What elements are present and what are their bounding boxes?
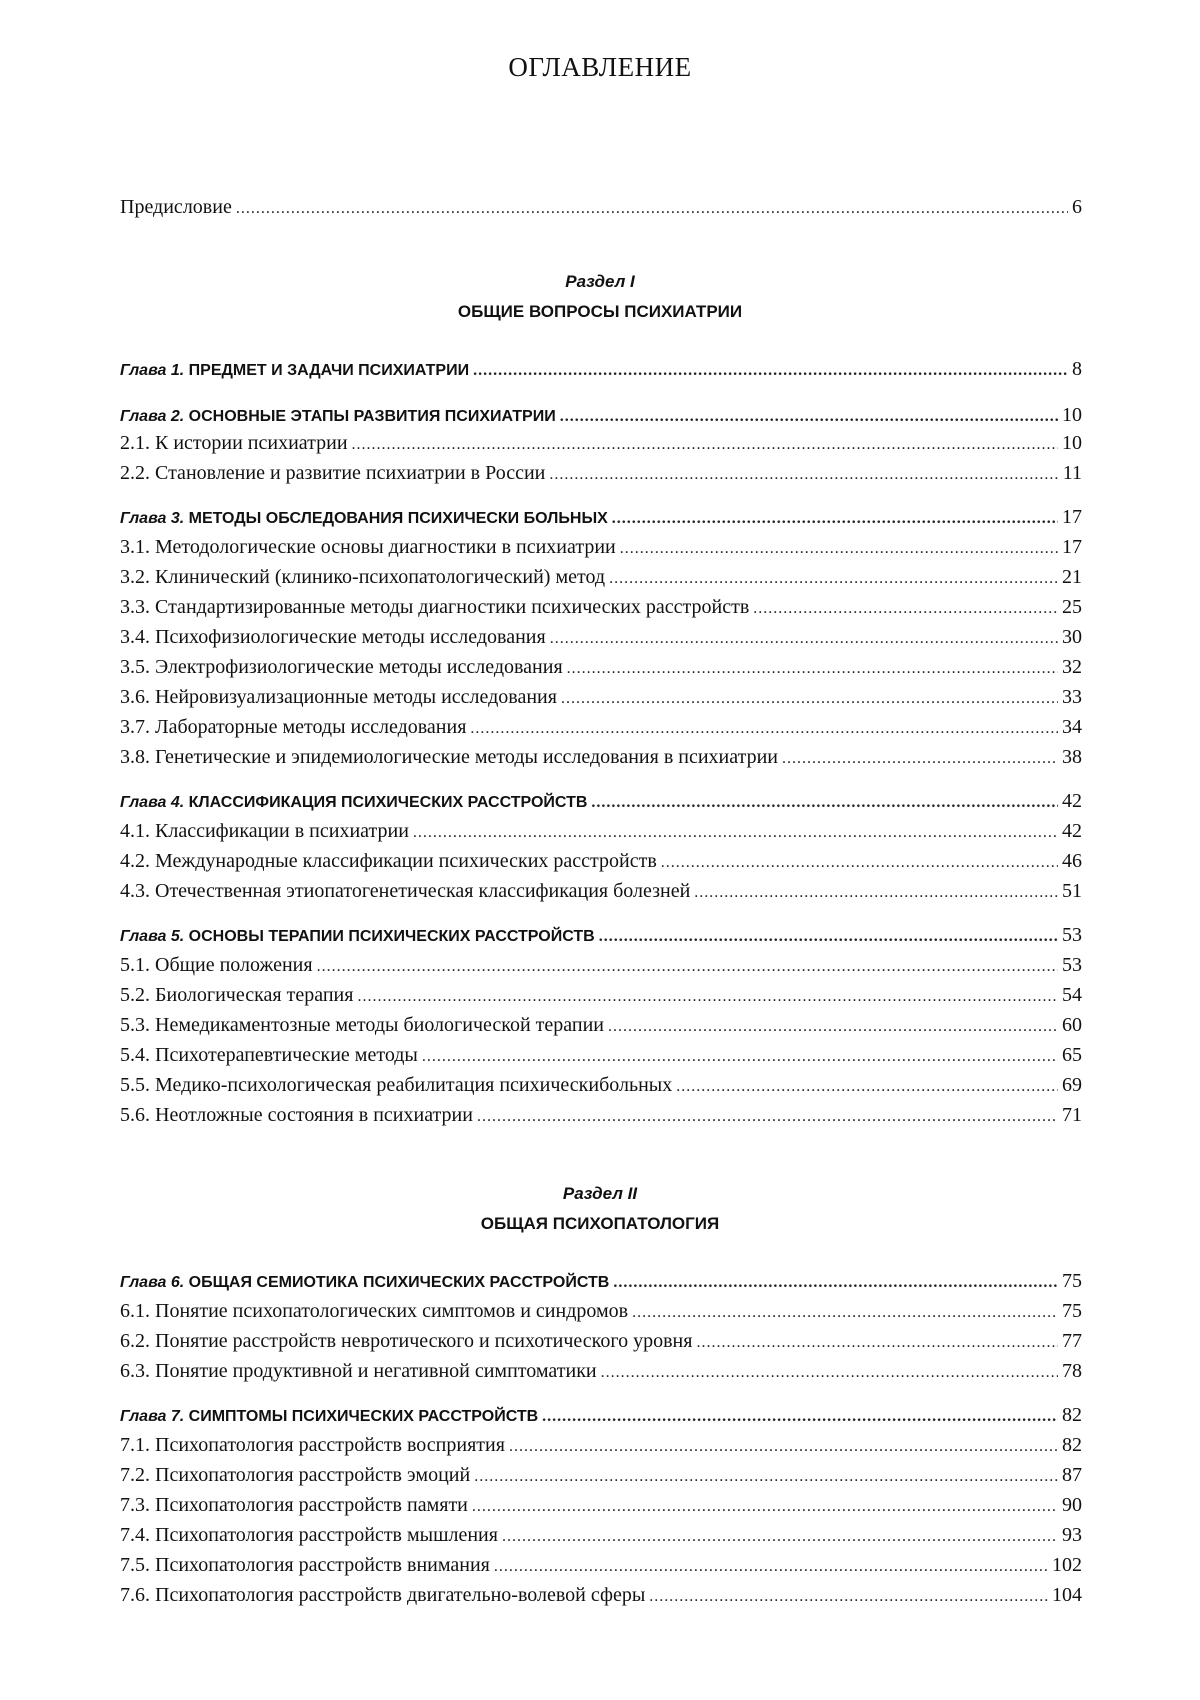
toc-entry[interactable]: [120, 1330, 1082, 1360]
chapter-heading: [120, 794, 587, 812]
toc-page-number: 42: [1062, 820, 1082, 842]
toc-entry-text: 2.2. Становление и развитие психиатрии в России: [120, 462, 546, 484]
toc-page-number: 78: [1062, 1360, 1082, 1382]
chapter-title: ОСНОВЫ ТЕРАПИИ ПСИХИЧЕСКИХ РАССТРОЙСТВ: [188, 928, 595, 945]
toc-page-number: 30: [1062, 626, 1082, 648]
toc-chapter[interactable]: [120, 1270, 1082, 1300]
toc-entry-text: 5.4. Психотерапевтические методы: [120, 1044, 418, 1066]
toc-entry-text: 3.6. Нейровизуализационные методы исследования: [120, 686, 557, 708]
dot-leader: [473, 362, 1068, 380]
dot-leader: [357, 988, 1058, 1006]
dot-leader: [561, 690, 1058, 708]
dot-leader: [502, 1528, 1058, 1546]
toc-entry[interactable]: [120, 954, 1082, 984]
toc-page-number: 21: [1062, 566, 1082, 588]
toc-entry[interactable]: [120, 656, 1082, 686]
toc-page-number: 32: [1062, 656, 1082, 678]
dot-leader: [620, 540, 1058, 558]
toc-page-number: 75: [1062, 1270, 1082, 1292]
toc-page-number: 75: [1062, 1300, 1082, 1322]
dot-leader: [317, 958, 1058, 976]
section-label: Раздел I: [565, 272, 635, 291]
toc-entry[interactable]: [120, 716, 1082, 746]
dot-leader: [494, 1558, 1048, 1576]
dot-leader: [550, 630, 1058, 648]
toc-entry[interactable]: [120, 1104, 1082, 1134]
toc-page-number: 87: [1062, 1464, 1082, 1486]
toc-page-number: 90: [1062, 1494, 1082, 1516]
toc-entry[interactable]: [120, 1074, 1082, 1104]
section-title: ОБЩИЕ ВОПРОСЫ ПСИХИАТРИИ: [457, 302, 743, 321]
toc-page-number: 6: [1072, 196, 1082, 218]
section-title: ОБЩАЯ ПСИХОПАТОЛОГИЯ: [480, 1214, 720, 1233]
dot-leader: [661, 854, 1058, 872]
toc-entry-text: 5.1. Общие положения: [120, 954, 313, 976]
toc-page-number: 71: [1062, 1104, 1082, 1126]
toc-entry[interactable]: [120, 880, 1082, 910]
dot-leader: [612, 510, 1058, 528]
toc-page-number: 53: [1062, 954, 1082, 976]
toc-entry-text: 4.3. Отечественная этиопатогенетическая классификация болезней: [120, 880, 691, 902]
dot-leader: [608, 1018, 1058, 1036]
toc-page-number: 82: [1062, 1434, 1082, 1456]
toc-entry[interactable]: [120, 746, 1082, 776]
chapter-title: ОСНОВНЫЕ ЭТАПЫ РАЗВИТИЯ ПСИХИАТРИИ: [188, 408, 556, 425]
toc-entry-text: 3.7. Лабораторные методы исследования: [120, 716, 467, 738]
toc-page-number: 104: [1052, 1584, 1082, 1606]
toc-entry-text: 3.5. Электрофизиологические методы исследования: [120, 656, 563, 678]
toc-entry-text: 7.4. Психопатология расстройств мышления: [120, 1524, 498, 1546]
chapter-label: Глава 3.: [120, 510, 185, 527]
toc-entry-text: Предисловие: [120, 196, 232, 218]
toc-entry-text: 3.4. Психофизиологические методы исследования: [120, 626, 546, 648]
toc-entry-text: 7.6. Психопатология расстройств двигательно-волевой сферы: [120, 1584, 646, 1606]
dot-leader: [782, 750, 1058, 768]
toc-page-number: 8: [1072, 358, 1082, 380]
toc-entry-text: 3.3. Стандартизированные методы диагностики психических расстройств: [120, 596, 750, 618]
chapter-title: ПРЕДМЕТ И ЗАДАЧИ ПСИХИАТРИИ: [188, 362, 470, 379]
toc-entry[interactable]: [120, 462, 1082, 492]
toc-entry-text: 7.2. Психопатология расстройств эмоций: [120, 1464, 471, 1486]
dot-leader: [696, 1334, 1058, 1352]
toc-entry[interactable]: [120, 1464, 1082, 1494]
toc-entry[interactable]: [120, 820, 1082, 850]
toc-entry-text: 7.3. Психопатология расстройств памяти: [120, 1494, 468, 1516]
dot-leader: [613, 1274, 1058, 1292]
chapter-label: Глава 6.: [120, 1274, 185, 1291]
toc-entry-text: 4.2. Международные классификации психических расстройств: [120, 850, 657, 872]
dot-leader: [470, 720, 1058, 738]
toc-page-number: 69: [1062, 1074, 1082, 1096]
toc-entry-text: 7.1. Психопатология расстройств восприятия: [120, 1434, 505, 1456]
toc-chapter[interactable]: [120, 404, 1082, 434]
toc-entry[interactable]: [120, 1014, 1082, 1044]
toc-page-number: 53: [1062, 924, 1082, 946]
toc-page-number: 10: [1062, 432, 1082, 454]
toc-entry[interactable]: [120, 566, 1082, 596]
dot-leader: [632, 1304, 1058, 1322]
toc-entry-text: 5.6. Неотложные состояния в психиатрии: [120, 1104, 473, 1126]
dot-leader: [422, 1048, 1058, 1066]
chapter-heading: [120, 510, 608, 528]
toc-entry[interactable]: [120, 1300, 1082, 1330]
dot-leader: [549, 466, 1058, 484]
toc-entry-text: 4.1. Классификации в психиатрии: [120, 820, 409, 842]
dot-leader: [676, 1078, 1058, 1096]
dot-leader: [591, 794, 1058, 812]
dot-leader: [352, 436, 1058, 454]
toc-page-number: 11: [1062, 462, 1082, 484]
toc-entry[interactable]: [120, 1044, 1082, 1074]
toc-entry-text: 3.2. Клинический (клинико-психопатологический) метод: [120, 566, 606, 588]
toc-entry-text: 6.1. Понятие психопатологических симптомов и синдромов: [120, 1300, 629, 1322]
toc-entry-preface[interactable]: [120, 196, 1082, 226]
chapter-title: ОБЩАЯ СЕМИОТИКА ПСИХИЧЕСКИХ РАССТРОЙСТВ: [188, 1274, 610, 1291]
toc-page-number: 17: [1062, 536, 1082, 558]
toc-page-number: 42: [1062, 790, 1082, 812]
dot-leader: [477, 1108, 1058, 1126]
toc-chapter[interactable]: [120, 358, 1082, 388]
toc-entry-text: 5.2. Биологическая терапия: [120, 984, 354, 1006]
section-label: Раздел II: [562, 1184, 638, 1203]
toc-entry[interactable]: [120, 536, 1082, 566]
toc-entry-text: 7.5. Психопатология расстройств внимания: [120, 1554, 490, 1576]
toc-page-number: 65: [1062, 1044, 1082, 1066]
dot-leader: [567, 660, 1058, 678]
toc-entry[interactable]: [120, 626, 1082, 656]
toc-entry[interactable]: [120, 1494, 1082, 1524]
toc-chapter[interactable]: [120, 790, 1082, 820]
toc-page-number: 93: [1062, 1524, 1082, 1546]
toc-page-number: 77: [1062, 1330, 1082, 1352]
toc-entry-text: 5.3. Немедикаментозные методы биологической терапии: [120, 1014, 604, 1036]
toc-page-number: 54: [1062, 984, 1082, 1006]
dot-leader: [599, 928, 1058, 946]
toc-entry[interactable]: [120, 850, 1082, 880]
toc-page-number: 46: [1062, 850, 1082, 872]
chapter-heading: [120, 1408, 538, 1426]
toc-page-number: 25: [1062, 596, 1082, 618]
dot-leader: [560, 408, 1058, 426]
chapter-label: Глава 4.: [120, 794, 185, 811]
toc-page-number: 17: [1062, 506, 1082, 528]
toc-entry-text: 3.8. Генетические и эпидемиологические методы исследования в психиатрии: [120, 746, 778, 768]
toc-page-number: 33: [1062, 686, 1082, 708]
toc-entry[interactable]: [120, 1554, 1082, 1584]
toc-page-number: 60: [1062, 1014, 1082, 1036]
dot-leader: [509, 1438, 1058, 1456]
toc-entry-text: 2.1. К истории психиатрии: [120, 432, 348, 454]
toc-entry[interactable]: [120, 1584, 1082, 1614]
chapter-heading: [120, 362, 469, 380]
chapter-label: Глава 2.: [120, 408, 185, 425]
toc-entry[interactable]: [120, 1360, 1082, 1390]
toc-chapter[interactable]: [120, 506, 1082, 536]
toc-entry-text: 6.3. Понятие продуктивной и негативной симптоматики: [120, 1360, 597, 1382]
chapter-heading: [120, 1274, 609, 1292]
dot-leader: [542, 1408, 1058, 1426]
toc-page-number: 51: [1062, 880, 1082, 902]
chapter-title: МЕТОДЫ ОБСЛЕДОВАНИЯ ПСИХИЧЕСКИ БОЛЬНЫХ: [188, 510, 608, 527]
chapter-heading: [120, 408, 556, 426]
page-title: ОГЛАВЛЕНИЕ: [508, 52, 692, 82]
toc-entry[interactable]: [120, 1524, 1082, 1554]
chapter-title: КЛАССИФИКАЦИЯ ПСИХИЧЕСКИХ РАССТРОЙСТВ: [188, 794, 588, 811]
chapter-title: СИМПТОМЫ ПСИХИЧЕСКИХ РАССТРОЙСТВ: [188, 1408, 539, 1425]
chapter-label: Глава 7.: [120, 1408, 185, 1425]
toc-page-number: 82: [1062, 1404, 1082, 1426]
toc-page-number: 34: [1062, 716, 1082, 738]
toc-page-number: 102: [1052, 1554, 1082, 1576]
toc-entry-text: 6.2. Понятие расстройств невротического и психотического уровня: [120, 1330, 693, 1352]
toc-entry[interactable]: [120, 984, 1082, 1014]
chapter-heading: [120, 928, 595, 946]
toc-entry[interactable]: [120, 1434, 1082, 1464]
dot-leader: [413, 824, 1058, 842]
dot-leader: [236, 200, 1068, 218]
toc-entry[interactable]: [120, 432, 1082, 462]
dot-leader: [694, 884, 1058, 902]
chapter-label: Глава 5.: [120, 928, 185, 945]
toc-entry-text: 3.1. Методологические основы диагностики в психиатрии: [120, 536, 616, 558]
toc-page-number: 10: [1062, 404, 1082, 426]
toc-chapter[interactable]: [120, 1404, 1082, 1434]
toc-page-number: 38: [1062, 746, 1082, 768]
toc-entry[interactable]: [120, 596, 1082, 626]
dot-leader: [474, 1468, 1058, 1486]
toc-entry-text: 5.5. Медико-психологическая реабилитация психическибольных: [120, 1074, 673, 1096]
dot-leader: [472, 1498, 1058, 1516]
dot-leader: [609, 570, 1058, 588]
dot-leader: [601, 1364, 1058, 1382]
dot-leader: [753, 600, 1058, 618]
chapter-label: Глава 1.: [120, 362, 185, 379]
dot-leader: [649, 1588, 1048, 1606]
toc-chapter[interactable]: [120, 924, 1082, 954]
toc-entry[interactable]: [120, 686, 1082, 716]
